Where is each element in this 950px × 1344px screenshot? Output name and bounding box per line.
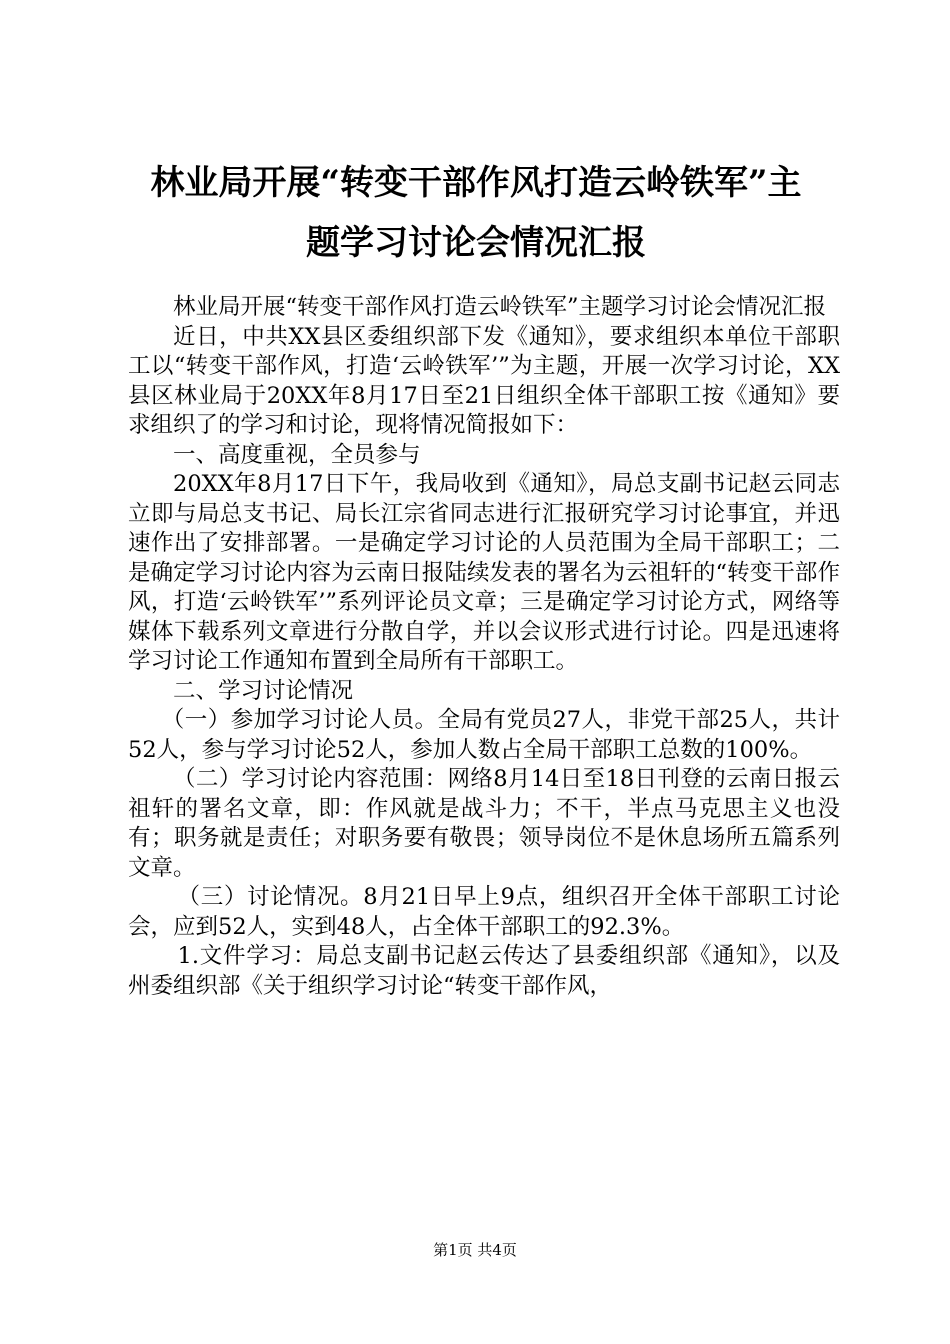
section-heading-2: 二、学习讨论情况 bbox=[173, 677, 354, 704]
section-heading-1: 一、高度重视，全员参与 bbox=[173, 441, 421, 468]
page-number: 第1页 共4页 bbox=[433, 1241, 517, 1259]
paragraph-content-scope: （二）学习讨论内容范围：网络8月14日至18日刊登的云南日报云祖轩的署名文章，即：作风就是战斗力；不干，半点马克思主义也没有；职务就是责任；对职务要有敬畏；领导岗位不是休息场所五篇系列文章。 bbox=[128, 766, 840, 881]
paragraph-document-study: 1.文件学习：局总支副书记赵云传达了县委组织部《通知》，以及州委组织部《关于组织学习讨论“转变干部作风， bbox=[128, 943, 840, 999]
paragraph-section-1: 20XX年8月17日下午，我局收到《通知》，局总支副书记赵云同志立即与局总支书记、局长江宗省同志进行汇报研究学习讨论事宜，并迅速作出了安排部署。一是确定学习讨论的人员范围为全局干部职工；二是确定学习讨论内容为云南日报陆续发表的署名为云祖轩的“转变干部作风，打造‘云岭铁军’”系列评论员文章；三是确定学习讨论方式，网络等媒体下载系列文章进行分散自学，并以会议形式进行讨论。四是迅速将学习讨论工作通知布置到全局所有干部职工。 bbox=[128, 471, 840, 674]
document-body bbox=[128, 293, 840, 1001]
document-title-line-1: 林业局开展“转变干部作风打造云岭铁军”主 bbox=[150, 163, 802, 203]
paragraph-discussion: （三）讨论情况。8月21日早上9点，组织召开全体干部职工讨论会，应到52人，实到48人，占全体干部职工的92.3%。 bbox=[128, 884, 840, 940]
paragraph-participants: （一）参加学习讨论人员。全局有党员27人，非党干部25人，共计52人，参与学习讨论52人，参加人数占全局干部职工总数的100%。 bbox=[128, 707, 840, 763]
paragraph-intro: 近日，中共XX县区委组织部下发《通知》，要求组织本单位干部职工以“转变干部作风，打造‘云岭铁军’”为主题，开展一次学习讨论，XX县区林业局于20XX年8月17日至21日组织全体干部职工按《通知》要求组织了的学习和讨论，现将情况简报如下： bbox=[128, 323, 840, 438]
paragraph-subtitle: 林业局开展“转变干部作风打造云岭铁军”主题学习讨论会情况汇报 bbox=[173, 294, 827, 320]
document-title-line-2: 题学习讨论会情况汇报 bbox=[306, 223, 646, 263]
